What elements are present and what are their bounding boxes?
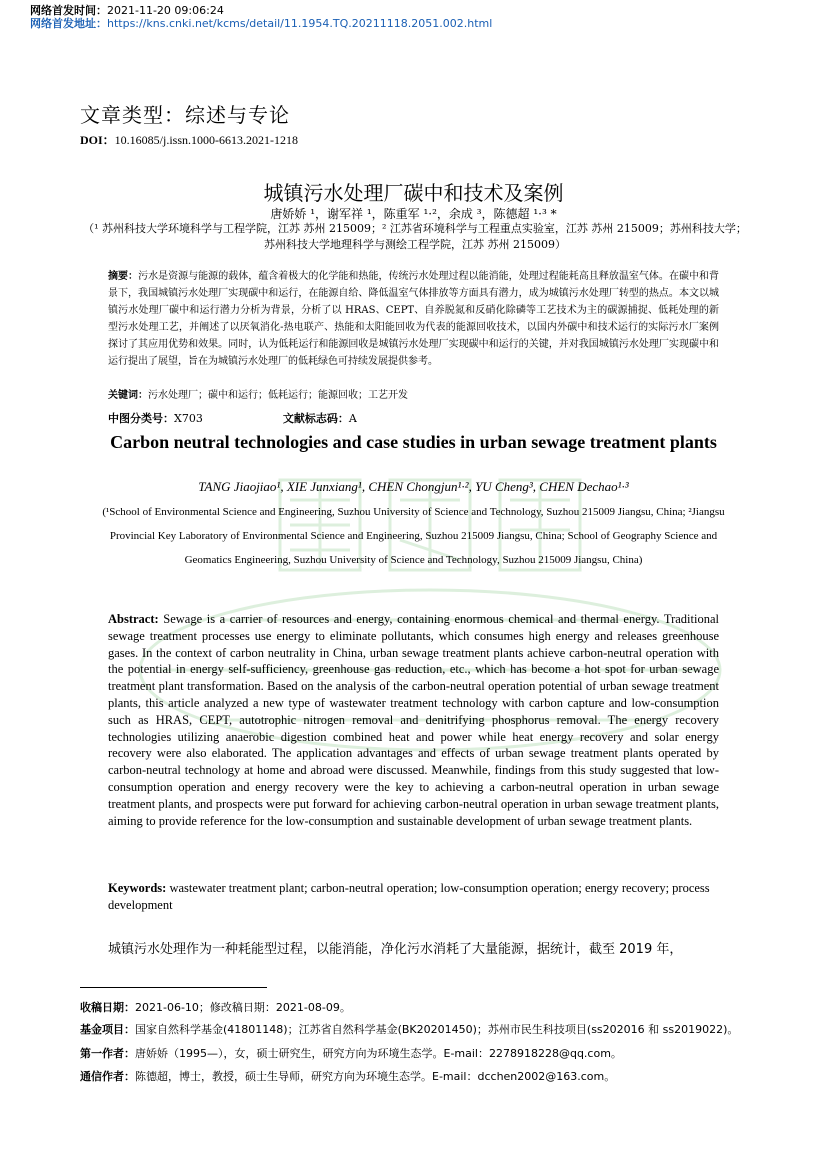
doi[interactable]: DOI：10.16085/j.issn.1000-6613.2021-1218 bbox=[80, 133, 299, 147]
footnote-divider bbox=[80, 987, 267, 988]
english-authors: TANG Jiaojiao¹, XIE Junxiang¹, CHEN Chongjun¹·², YU Cheng³, CHEN Dechao¹·³ bbox=[198, 479, 629, 494]
english-keywords: Keywords: wastewater treatment plant; carbon-neutral operation; low-consumption operation; energy recovery; process development bbox=[108, 881, 710, 912]
chinese-title: 城镇污水处理厂碳中和技术及案例 bbox=[263, 181, 564, 205]
footnote-funding: 基金项目：国家自然科学基金(41801148)；江苏省自然科学基金(BK20201450)；苏州市民生科技项目(ss202016 和 ss2019022)。 bbox=[80, 1023, 739, 1036]
english-title: Carbon neutral technologies and case studies in urban sewage treatment plants bbox=[110, 432, 717, 452]
chinese-authors: 唐娇娇 ¹，谢军祥 ¹，陈重军 ¹·²，余成 ³，陈德超 ¹·³ * bbox=[270, 207, 557, 221]
classification bbox=[108, 410, 397, 426]
footnote-received: 收稿日期：2021-06-10；修改稿日期：2021-08-09。 bbox=[80, 1001, 351, 1014]
body-text: 城镇污水处理作为一种耗能型过程，以能消能，净化污水消耗了大量能源，据统计，截至 2019 年， bbox=[108, 942, 683, 957]
chinese-keywords: 关键词：污水处理厂；碳中和运行；低耗运行；能源回收；工艺开发 bbox=[108, 390, 408, 401]
footnote-first-author: 第一作者：唐娇娇（1995—），女，硕士研究生，研究方向为环境生态学。E-mail：2278918228@qq.com。 bbox=[80, 1047, 622, 1060]
publish-url[interactable]: 网络首发地址：https://kns.cnki.net/kcms/detail/11.1954.TQ.20211118.2051.002.html bbox=[30, 17, 493, 30]
chinese-affiliation: （¹ 苏州科技大学环境科学与工程学院，江苏 苏州 215009；² 江苏省环境科学与工程重点实验室，江苏 苏州 215009；苏州科技大学；苏州科技大学地理科学与测绘工程学院，江苏 苏州 215009） bbox=[83, 222, 747, 251]
class-number: 中图分类号：X703 bbox=[108, 412, 203, 425]
chinese-abstract: 摘要：污水是资源与能源的载体，蕴含着极大的化学能和热能，传统污水处理过程以能消能，处理过程能耗高且释放温室气体。在碳中和背景下，我国城镇污水处理厂实现碳中和运行，在能源自给、降低温室气体排放等方面具有潜力，成为城镇污水处理厂转型的热点。本文以城镇污水处理厂碳中和运行潜力分析为背景，分析了以 HRAS、CEPT、自养脱氮和反硝化除磷等工艺技术为主的碳源捕捉、低耗处理的新型污水处理工艺，并阐述了以厌氧消化-热电联产、热能和太阳能回收为代表的能源回收技术，以国内外碳中和技术运行的实际污水厂案例探讨了其应用优势和效果。同时，认为低耗运行和能源回收是城镇污水处理厂实现碳中和运行的关键，并对我国城镇污水处理厂实现碳中和运行提出了展望，旨在为城镇污水处理厂的低耗绿色可持续发展提供参考。 bbox=[108, 271, 720, 367]
doc-code: 文献标志码：A bbox=[282, 412, 357, 425]
article-type: 文章类型：综述与专论 bbox=[80, 103, 290, 127]
english-affiliation: (¹School of Environmental Science and Engineering, Suzhou University of Science and Technology, Suzhou 215009 Jiangsu, China; ²Jiangsu Provincial Key Laboratory of Environmental Science and Engineering, Suzhou 215009 Jiangsu, China; School of Geography Science and Geomatics Engineering, Suzhou University of Science and Technology, Suzhou 215009 Jiangsu, China) bbox=[102, 506, 725, 566]
footnote-corresponding-author: 通信作者：陈德超，博士，教授，硕士生导师，研究方向为环境生态学。E-mail：dcchen2002@163.com。 bbox=[80, 1070, 616, 1083]
publish-time: 网络首发时间：2021-11-20 09:06:24 bbox=[30, 4, 224, 17]
english-abstract: Abstract: Sewage is a carrier of resources and energy, containing enormous chemical and thermal energy. Traditional sewage treatment processes use energy to eliminate pollutants, which consumes high energy and releases greenhouse gases. In the context of carbon neutrality in China, urban sewage treatment plants achieve carbon-neutral operation with the potential in energy self-sufficiency, greenhouse gas reduction, etc., which has become a hot spot for urban sewage treatment plant transformation. Based on the analysis of the carbon-neutral operation potential of urban sewage treatment plants, this article analyzed a new type of wastewater treatment technology with carbon capture and low-consumption such as HRAS, CEPT, autotrophic nitrogen removal and denitrifying phosphorus removal. The energy recovery technologies utilizing anaerobic digestion combined heat and power while heat energy recovery and solar energy recovery were also elaborated. The application advantages and effects of urban sewage treatment plants operated by carbon-neutral technology at home and abroad were discussed. Meanwhile, findings from this study suggested that low-consumption operation and energy recovery were the key to achieving a carbon-neutral operation in urban sewage treatment plants, and prospects were put forward for achieving carbon-neutral operation in urban sewage treatment plants, aiming to provide reference for the low-consumption and sustainable development of urban sewage treatment plants. bbox=[108, 612, 719, 828]
